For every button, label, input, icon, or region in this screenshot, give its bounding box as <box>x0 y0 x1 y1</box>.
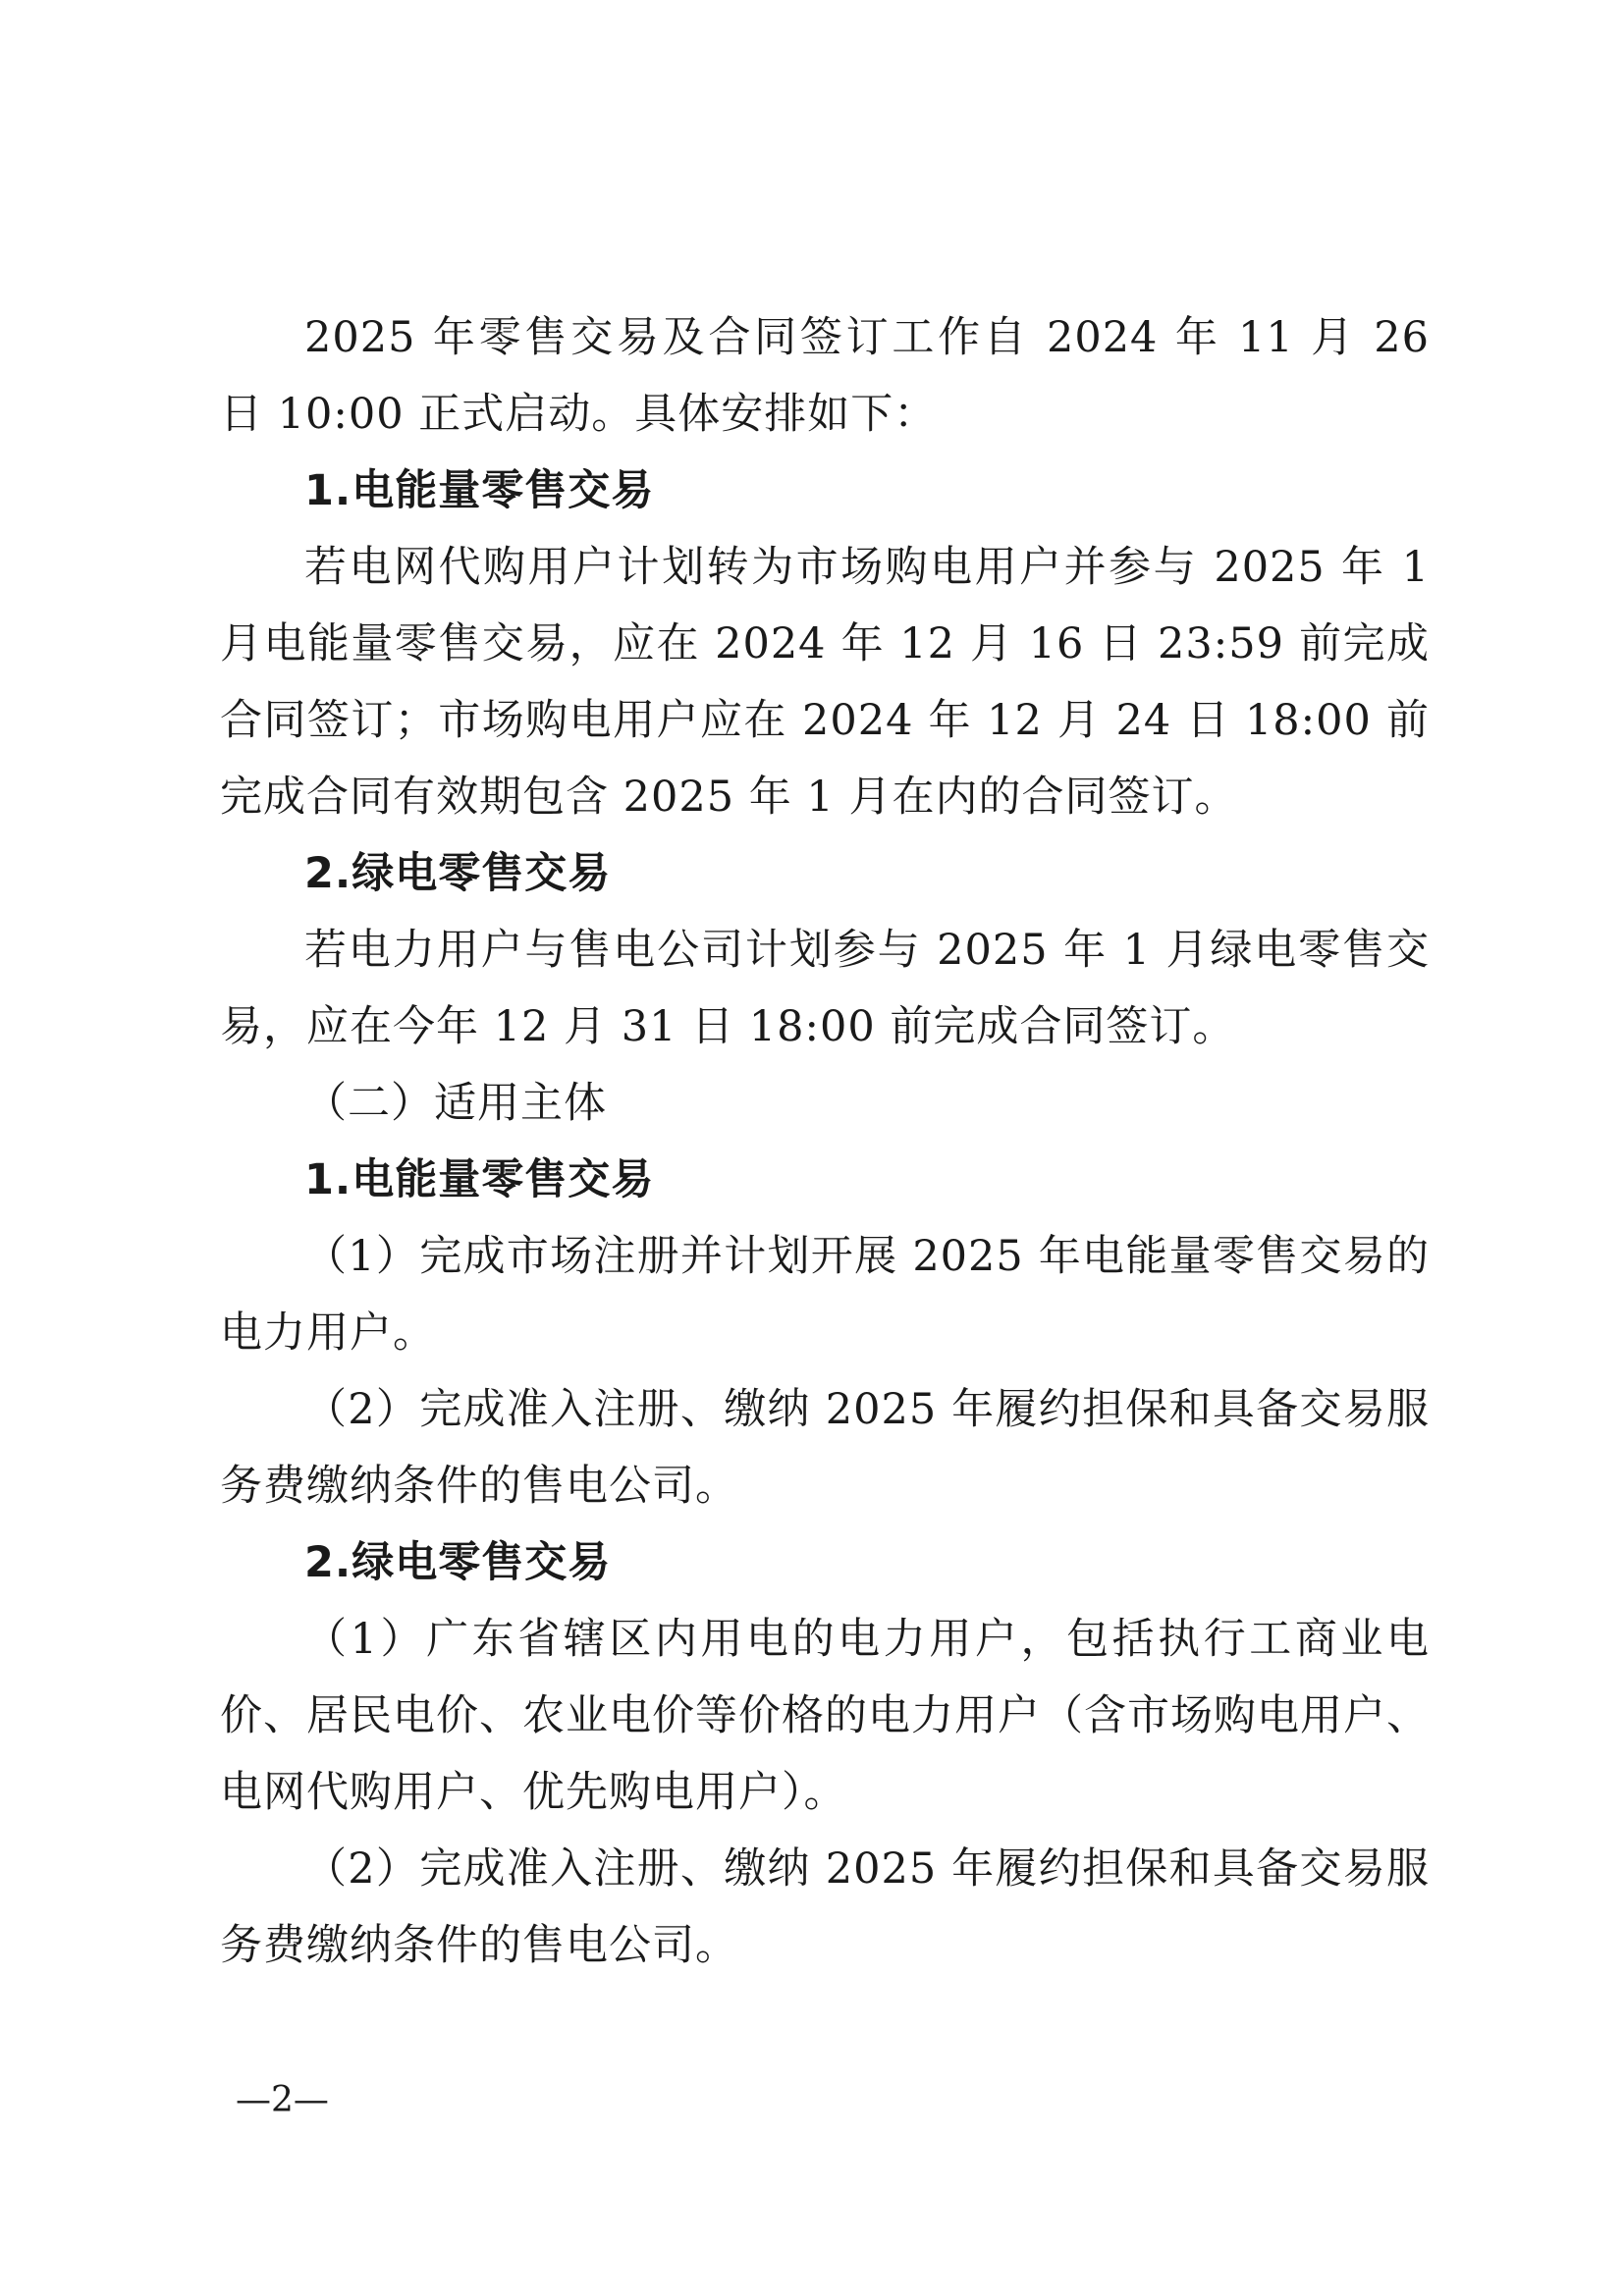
green-retail-item-2: （2）完成准入注册、缴纳 2025 年履约担保和具备交易服务费缴纳条件的售电公司。 <box>220 1844 1430 1970</box>
page-number: —2— <box>236 2080 329 2120</box>
subsection-heading-applicable-subjects: （二）适用主体 <box>304 1079 607 1128</box>
green-retail-paragraph: 若电力用户与售电公司计划参与 2025 年 1 月绿电零售交易，应在今年 12 月 31 日 18:00 前完成合同签订。 <box>220 926 1430 1051</box>
section-heading-green-retail-2: 2.绿电零售交易 <box>304 1538 612 1587</box>
energy-retail-item-2: （2）完成准入注册、缴纳 2025 年履约担保和具备交易服务费缴纳条件的售电公司。 <box>220 1385 1430 1511</box>
energy-retail-item-1: （1）完成市场注册并计划开展 2025 年电能量零售交易的电力用户。 <box>220 1232 1430 1358</box>
intro-paragraph: 2025 年零售交易及合同签订工作自 2024 年 11 月 26 日 10:00 正式启动。具体安排如下： <box>220 313 1430 439</box>
energy-retail-paragraph: 若电网代购用户计划转为市场购电用户并参与 2025 年 1 月电能量零售交易，应在 2024 年 12 月 16 日 23:59 前完成合同签订；市场购电用户应在 2024 年 12 月 24 日 18:00 前完成合同有效期包含 2025 年 1 月在内的合同签订。 <box>220 543 1430 822</box>
green-retail-item-1: （1）广东省辖区内用电的电力用户，包括执行工商业电价、居民电价、农业电价等价格的电力用户（含市场购电用户、电网代购用户、优先购电用户）。 <box>220 1615 1430 1817</box>
section-heading-energy-retail-2: 1.电能量零售交易 <box>304 1155 655 1204</box>
section-heading-green-retail: 2.绿电零售交易 <box>304 849 612 898</box>
section-heading-energy-retail: 1.电能量零售交易 <box>304 466 655 515</box>
